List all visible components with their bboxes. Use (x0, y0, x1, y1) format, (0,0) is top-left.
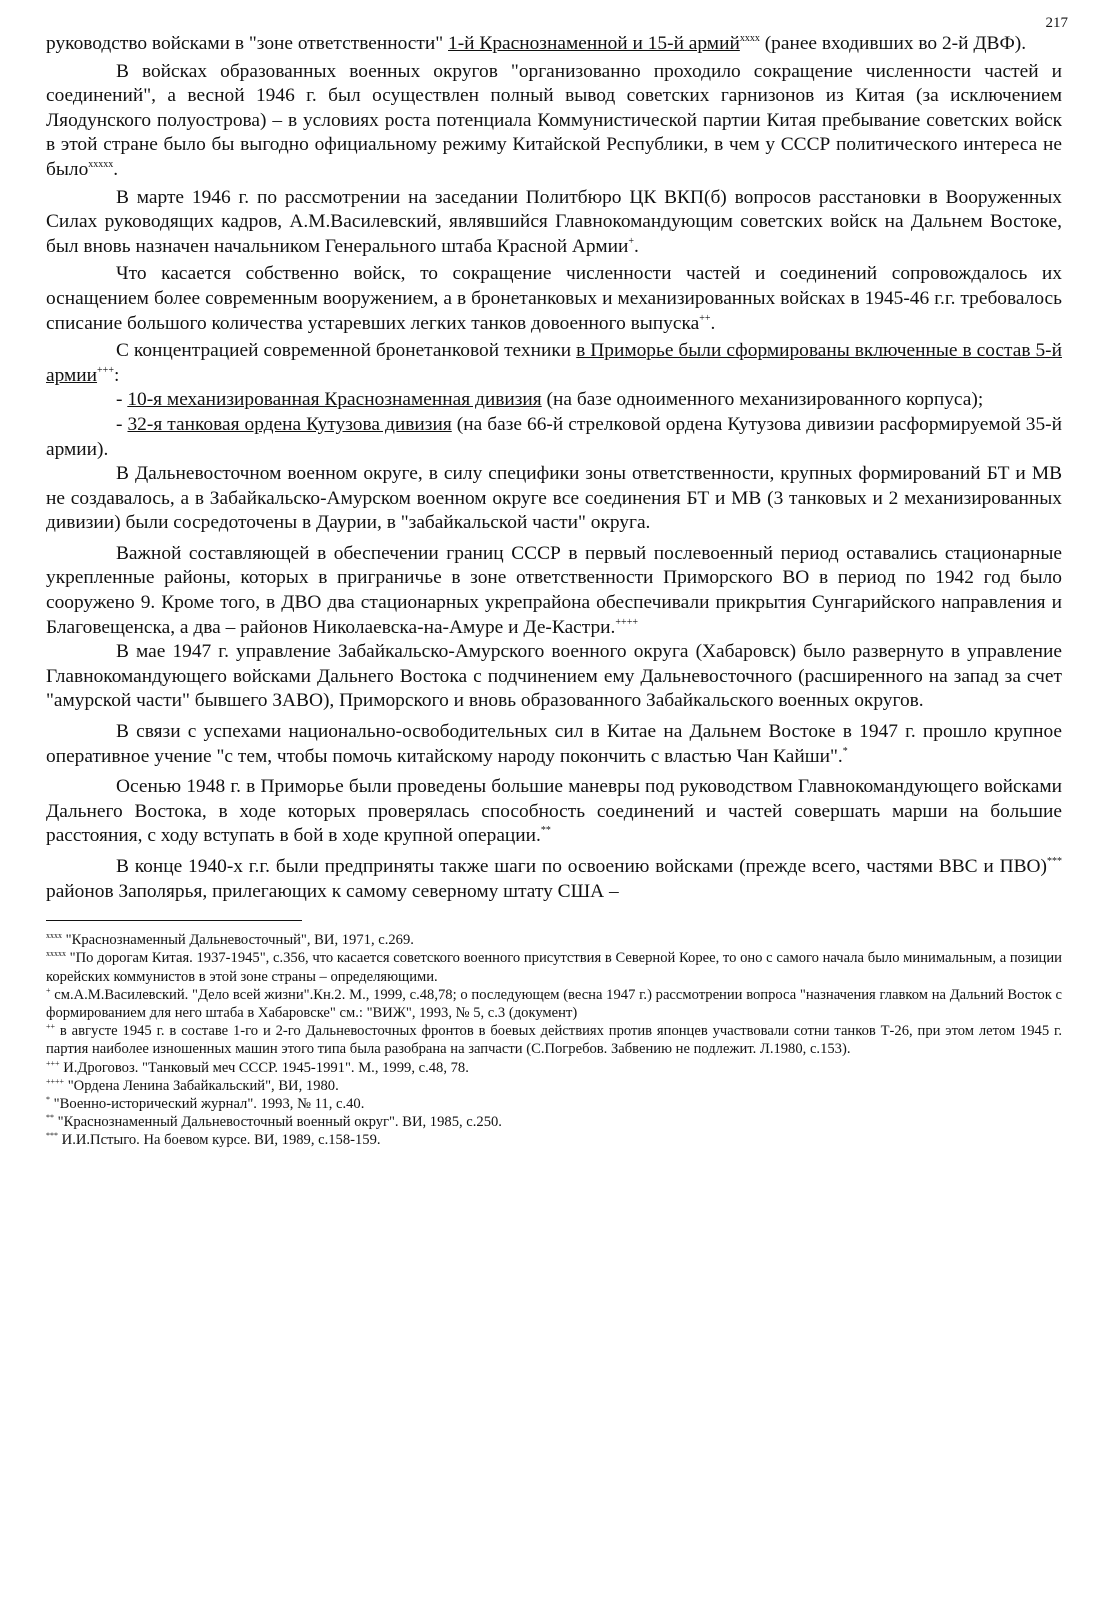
text-run: (на базе 66-й стрелковой ордена Кутузова дивизии расформируемой 35-й армии). (46, 413, 1062, 460)
paragraph (46, 262, 1062, 336)
footnote-marker: ** (540, 825, 551, 837)
list-item (46, 413, 1062, 462)
footnote-mark: * (46, 1095, 50, 1105)
paragraph (46, 186, 1062, 260)
text-run: В марте 1946 г. по рассмотрении на заседании Политбюро ЦК ВКП(б) вопросов расстановки в Вооруженных Силах руководящих кадров, А.М.Василевский, являвшийся Главнокомандующим советских войск на Дальнем Востоке, был вновь назначен начальником Генерального штаба Красной Армии (46, 186, 1062, 257)
paragraph (46, 775, 1062, 849)
text-run: Важной составляющей в обеспечении границ СССР в первый послевоенный период оставались стационарные укрепленные районы, которых в приграничье в зоне ответственности Приморского ВО в период по 1942 год было сооружено 9. Кроме того, в ДВО два стационарных укрепрайона обеспечивали прикрытия Сунгарийского направления и Благовещенска, а два – районов Николаевска-на-Амуре и Де-Кастри. (46, 542, 1062, 638)
footnote-text: "Краснознаменный Дальневосточный", ВИ, 1971, с.269. (62, 932, 414, 949)
text-run: (ранее входивших во 2-й ДВФ). (759, 33, 1027, 54)
paragraph: В Дальневосточном военном округе, в силу специфики зоны ответственности, крупных формирований БТ и МВ не создавалось, а в Забайкальско-Амурском военном округе все соединения БТ и МВ (3 танковых и 2 механизированных дивизии) были сосредоточены в Даурии, в "забайкальской части" округа. (46, 463, 1062, 534)
footnote (46, 1077, 1062, 1095)
footnote (46, 931, 1062, 949)
footnote (46, 949, 1062, 985)
body-text (46, 32, 1062, 904)
text-run: . (710, 312, 716, 334)
paragraph (46, 339, 1062, 388)
text-run: В связи с успехами национально-освободительных сил в Китае на Дальнем Востоке в 1947 г. прошло крупное оперативное учение "с тем, чтобы помочь китайскому народу покончить с властью Чан Кайши". (46, 721, 1062, 767)
footnote (46, 1131, 1062, 1149)
footnote (46, 1095, 1062, 1113)
text-run: - (116, 413, 128, 435)
text-run: : (113, 364, 120, 386)
paragraph: В мае 1947 г. управление Забайкальско-Амурского военного округа (Хабаровск) было развернуто в управление Главнокомандующего войсками Дальнего Востока с подчинением ему Дальневосточного (расширенного на запад за счет "амурской части" бывшего ЗАВО), Приморского и вновь образованного Забайкальского военных округов. (46, 641, 1062, 712)
footnote-text: "Военно-исторический журнал". 1993, № 11, с.40. (50, 1096, 365, 1113)
footnote-marker: + (628, 235, 634, 247)
paragraph (46, 542, 1062, 640)
footnote-mark: ++ (46, 1022, 56, 1032)
footnote-marker: * (842, 745, 848, 757)
text-run: - (116, 389, 128, 411)
footnote-text: см.А.М.Василевский. "Дело всей жизни".Кн.2. М., 1999, с.48,78; о последующем (весна 1947 г.) рассмотрении вопроса "назначения главком на Дальний Восток с формированием для него штаба в Хабаровске" см.: "ВИЖ", 1993, № 5, с.3 (документ) (46, 986, 1062, 1021)
text-run: . (634, 235, 639, 257)
underlined-text: 10-я механизированная Краснознаменная дивизия (127, 389, 542, 411)
paragraph (46, 60, 1062, 183)
text-run: (на базе одноименного механизированного корпуса); (541, 389, 984, 411)
footnote-text: И.И.Пстыго. На боевом курсе. ВИ, 1989, с.158-159. (58, 1132, 381, 1149)
document-page (46, 14, 1068, 1150)
text-run: руководство войсками в "зоне ответственности" (46, 33, 449, 54)
footnote-mark: +++ (46, 1058, 60, 1068)
underlined-text: 32-я танковая ордена Кутузова дивизия (127, 413, 452, 435)
footnote-text: "Краснознаменный Дальневосточный военный округ". ВИ, 1985, с.250. (54, 1114, 502, 1131)
footnote-mark: ++++ (46, 1076, 65, 1086)
footnote-marker: *** (1047, 856, 1062, 867)
footnote-text: "По дорогам Китая. 1937-1945", с.356, что касается советского военного присутствия в Северной Корее, то оно с самого начала было минимальным, а позиции корейских коммунистов в этой зоне страны – определяющими. (46, 950, 1062, 985)
paragraph (46, 855, 1062, 904)
footnote-marker: ++ (699, 312, 711, 324)
footnote-mark: + (46, 985, 51, 995)
footnote-separator (46, 920, 302, 921)
page-number: 217 (1045, 15, 1068, 31)
paragraph (46, 32, 1062, 57)
footnote (46, 986, 1062, 1022)
footnote (46, 1059, 1062, 1077)
underlined-text: 1-й Краснознаменной и 15-й армий (448, 33, 740, 54)
footnote (46, 1022, 1062, 1058)
footnote (46, 1113, 1062, 1131)
footnotes (46, 931, 1062, 1149)
footnote-marker: ++++ (615, 616, 638, 628)
text-run: Что касается собственно войск, то сокращение численности частей и соединений сопровождалось их оснащением более современным вооружением, а в бронетанковых и механизированных войсках в 1945-46 г.г. требовалось списание большого количества устаревших легких танков довоенного выпуска (46, 263, 1062, 334)
footnote-mark: xxxx (46, 931, 62, 941)
footnote-text: "Ордена Ленина Забайкальский", ВИ, 1980. (64, 1077, 339, 1094)
footnote-mark: ** (46, 1113, 54, 1123)
footnote-text: И.Дроговоз. "Танковый меч СССР. 1945-1991". М., 1999, с.48, 78. (59, 1059, 469, 1076)
text-run: Осенью 1948 г. в Приморье были проведены большие маневры под руководством Главнокомандующего войсками Дальнего Востока, в ходе которых проверялась способность соединений и частей совершать марши на большие расстояния, с ходу вступать в бой в ходе крупной операции. (46, 776, 1062, 847)
footnote-marker: xxxx (739, 33, 760, 44)
footnote-mark: *** (46, 1131, 58, 1141)
list-item (46, 388, 1062, 413)
text-run: . (113, 158, 119, 180)
underlined-text: в Приморье были сформированы включенные в состав 5-й армии (46, 340, 1062, 386)
footnote-marker: +++ (97, 364, 114, 376)
footnote-marker: xxxxx (88, 158, 114, 170)
text-run: В войсках образованных военных округов "организованно проходило сокращение численности частей и соединений", а весной 1946 г. был осуществлен полный вывод советских гарнизонов из Китая (за исключением Ляодунского полуострова) – в условиях роста потенциала Коммунистической партии Китая пребывание советских войск в этой стране было бы выгодно официальному режиму Китайской Республики, в чем у СССР политического интереса не было (46, 60, 1062, 180)
text-run: районов Заполярья, прилегающих к самому северному штату США – (46, 880, 619, 902)
text-run: В конце 1940-х г.г. были предприняты также шаги по освоению войсками (прежде всего, частями ВВС и ПВО) (116, 856, 1047, 877)
text-run: С концентрацией современной бронетанковой техники (116, 340, 577, 362)
footnote-mark: xxxxx (46, 949, 66, 959)
footnote-text: в августе 1945 г. в составе 1-го и 2-го Дальневосточных фронтов в боевых действиях против японцев участвовали сотни танков Т-26, при этом летом 1945 г. партия наиболее изношенных машин этого типа была разобрана на запчасти (С.Погребов. Забвению не подлежит. Л.1980, с.153). (46, 1023, 1062, 1058)
paragraph (46, 720, 1062, 769)
